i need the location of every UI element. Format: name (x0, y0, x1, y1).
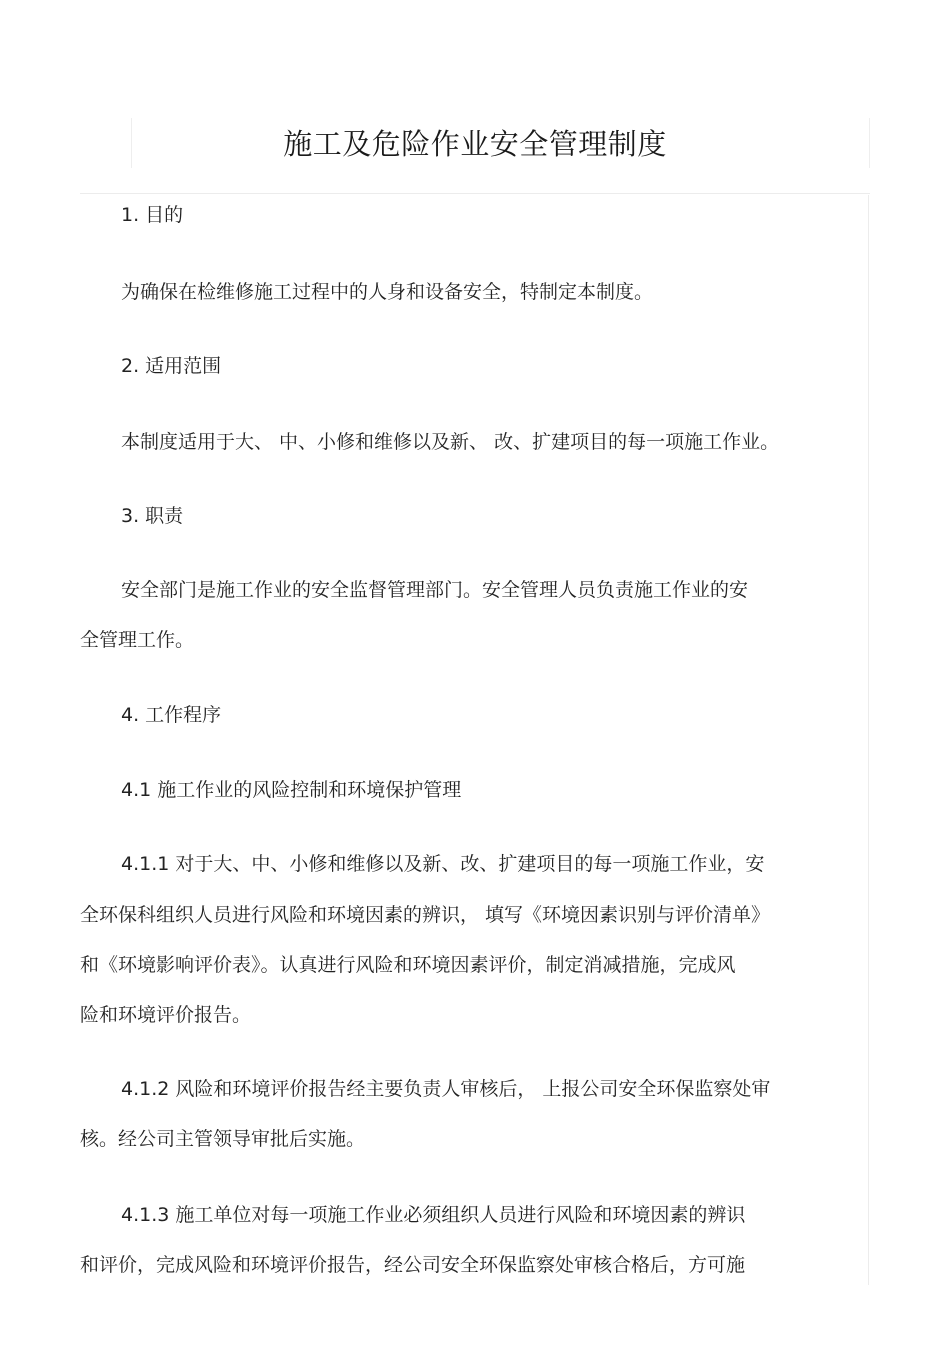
right-border (868, 195, 869, 1285)
document-title: 施工及危险作业安全管理制度 (283, 127, 667, 161)
text-line: 3. 职责 (121, 505, 184, 527)
text-line: 4.1.3 施工单位对每一项施工作业必须组织人员进行风险和环境因素的辨识 (121, 1204, 746, 1226)
text-line: 4.1 施工作业的风险控制和环境保护管理 (121, 779, 462, 801)
text-line: 4. 工作程序 (121, 704, 222, 726)
text-line: 为确保在检维修施工过程中的人身和设备安全，特制定本制度。 (121, 281, 654, 303)
text-line: 4.1.2 风险和环境评价报告经主要负责人审核后， 上报公司安全环保监察处审 (121, 1078, 771, 1100)
text-line: 核。经公司主管领导审批后实施。 (80, 1128, 366, 1150)
text-line: 全环保科组织人员进行风险和环境因素的辨识， 填写《环境因素识别与评价清单》 (80, 904, 771, 926)
text-line: 险和环境评价报告。 (80, 1004, 252, 1026)
text-line: 和《环境影响评价表》。认真进行风险和环境因素评价，制定消减措施，完成风 (80, 954, 736, 976)
text-line: 全管理工作。 (80, 629, 195, 651)
text-line: 和评价，完成风险和环境评价报告，经公司安全环保监察处审核合格后，方可施 (80, 1254, 746, 1276)
text-line: 本制度适用于大、 中、小修和维修以及新、 改、扩建项目的每一项施工作业。 (121, 431, 780, 453)
text-line: 4.1.1 对于大、中、小修和维修以及新、改、扩建项目的每一项施工作业，安 (121, 853, 765, 875)
title-divider (80, 193, 870, 194)
text-line: 2. 适用范围 (121, 355, 222, 377)
text-line: 1. 目的 (121, 204, 184, 226)
text-line: 安全部门是施工作业的安全监督管理部门。安全管理人员负责施工作业的安 (121, 579, 749, 601)
